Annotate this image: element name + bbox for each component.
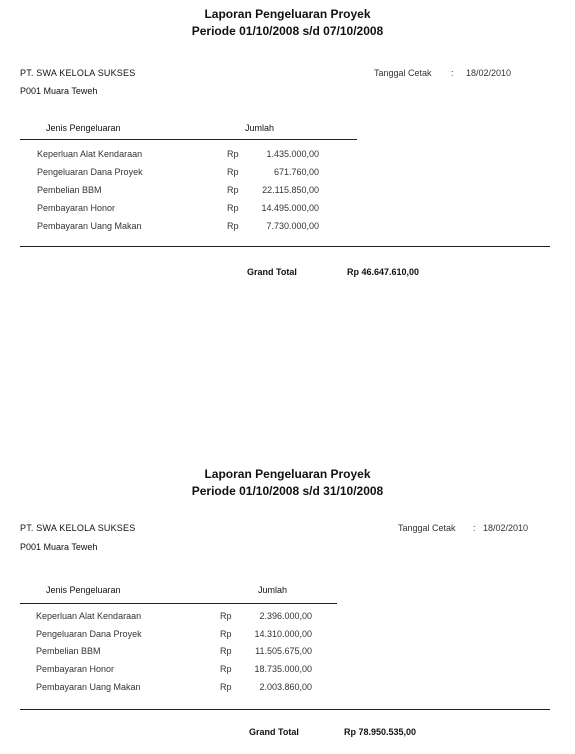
row-currency: Rp: [227, 149, 239, 159]
print-date-separator: :: [451, 68, 454, 78]
total-divider: [20, 246, 550, 247]
table-row: [37, 202, 327, 215]
row-label: Pembelian BBM: [37, 185, 102, 195]
report-title: [0, 466, 575, 500]
row-currency: Rp: [227, 203, 239, 213]
header-underline: [20, 139, 357, 140]
table-row: [36, 645, 318, 658]
grand-total-label: Grand Total: [249, 727, 299, 737]
row-amount: 22.115.850,00: [262, 185, 319, 195]
row-currency: Rp: [220, 629, 232, 639]
row-label: Pembayaran Honor: [37, 203, 116, 213]
company-name: PT. SWA KELOLA SUKSES: [20, 68, 136, 78]
table-row: [37, 184, 327, 197]
row-amount: 1.435.000,00: [266, 149, 319, 159]
row-amount: 671.760,00: [273, 167, 319, 177]
print-date-value: 18/02/2010: [483, 523, 529, 533]
row-currency: Rp: [227, 185, 239, 195]
project-name: P001 Muara Teweh: [20, 86, 98, 96]
row-label: Keperluan Alat Kendaraan: [36, 611, 142, 621]
row-currency: Rp: [220, 682, 232, 692]
row-currency: Rp: [227, 221, 239, 231]
report-title: [0, 6, 575, 40]
table-row: [37, 220, 327, 233]
row-amount: 2.396.000,00: [259, 611, 312, 621]
row-amount: 2.003.860,00: [259, 682, 312, 692]
print-date-value: 18/02/2010: [466, 68, 512, 78]
row-label: Pengeluaran Dana Proyek: [36, 629, 142, 639]
column-header-amount: Jumlah: [245, 123, 275, 133]
grand-total-value: Rp 78.950.535,00: [344, 727, 417, 737]
row-currency: Rp: [220, 611, 232, 621]
row-amount: 18.735.000,00: [254, 664, 312, 674]
column-header-amount: Jumlah: [258, 585, 288, 595]
grand-total-value: Rp 46.647.610,00: [347, 267, 420, 277]
row-label: Pengeluaran Dana Proyek: [37, 167, 143, 177]
print-date-label: Tanggal Cetak: [398, 523, 456, 533]
table-row: [36, 610, 318, 623]
row-currency: Rp: [227, 167, 239, 177]
report-title-line1: Laporan Pengeluaran Proyek: [204, 467, 371, 481]
table-row: [36, 628, 318, 641]
row-currency: Rp: [220, 664, 232, 674]
print-date-separator: :: [473, 523, 476, 533]
table-row: [36, 681, 318, 694]
row-currency: Rp: [220, 646, 232, 656]
report-title-line1: Laporan Pengeluaran Proyek: [204, 7, 371, 21]
table-row: [37, 166, 327, 179]
table-row: [36, 663, 318, 676]
total-divider: [20, 709, 550, 710]
project-name: P001 Muara Teweh: [20, 542, 98, 552]
grand-total-label: Grand Total: [247, 267, 297, 277]
print-date-label: Tanggal Cetak: [374, 68, 432, 78]
report-period: Periode 01/10/2008 s/d 07/10/2008: [191, 24, 384, 38]
column-header-type: Jenis Pengeluaran: [46, 123, 121, 133]
row-label: Pembayaran Uang Makan: [36, 682, 141, 692]
row-amount: 11.505.675,00: [255, 646, 312, 656]
table-row: [37, 148, 327, 161]
row-amount: 14.310.000,00: [254, 629, 312, 639]
row-label: Pembelian BBM: [36, 646, 101, 656]
report-period: Periode 01/10/2008 s/d 31/10/2008: [191, 484, 384, 498]
header-underline: [20, 603, 337, 604]
row-amount: 7.730.000,00: [266, 221, 319, 231]
row-amount: 14.495.000,00: [261, 203, 319, 213]
company-name: PT. SWA KELOLA SUKSES: [20, 523, 136, 533]
row-label: Pembayaran Honor: [36, 664, 115, 674]
row-label: Keperluan Alat Kendaraan: [37, 149, 143, 159]
column-header-type: Jenis Pengeluaran: [46, 585, 121, 595]
row-label: Pembayaran Uang Makan: [37, 221, 142, 231]
